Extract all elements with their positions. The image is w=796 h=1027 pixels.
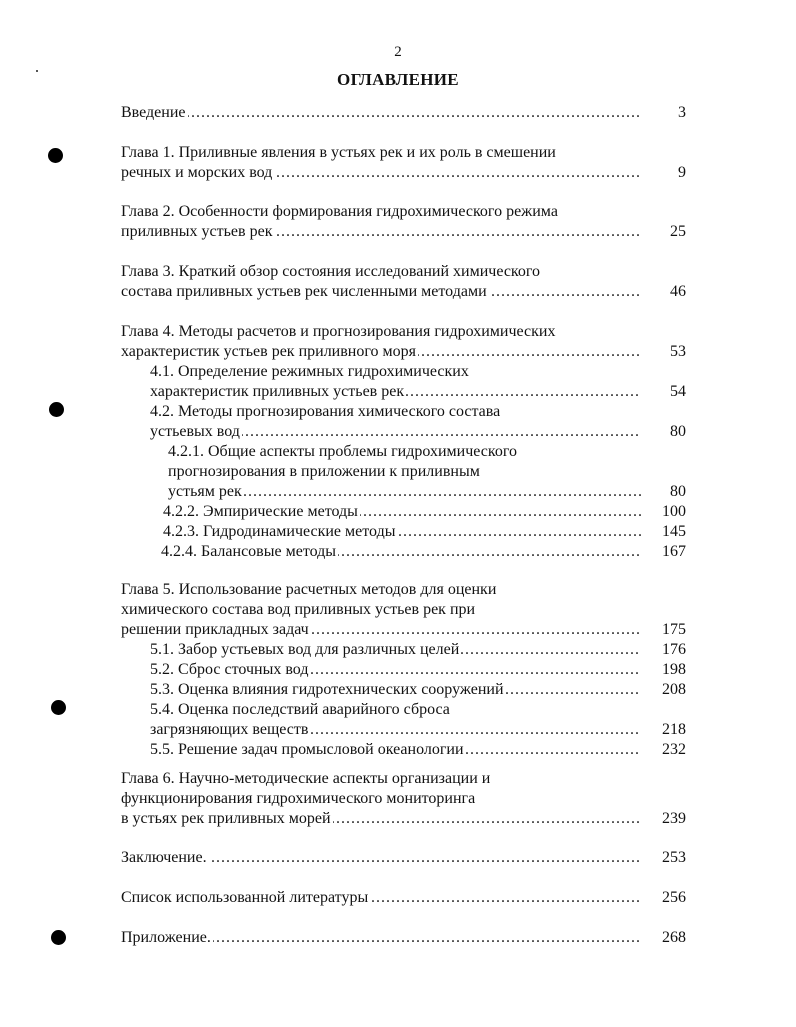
- punch-hole-4: [51, 930, 66, 945]
- toc-entry-section-4-2-3[interactable]: ..... 4.2.3. Гидродинамические методы: [163, 522, 641, 542]
- scan-speck: [36, 70, 38, 72]
- page-ref: 218: [662, 721, 686, 738]
- page-ref: 9: [678, 164, 686, 181]
- toc-entry-section-5-4[interactable]: 5.4. Оценка последствий аварийного сброса: [150, 701, 450, 718]
- page-ref: 80: [670, 423, 686, 440]
- punch-hole-1: [48, 148, 63, 163]
- toc-entry-section-5-5[interactable]: ..... 5.5. Решение задач промысловой океанологии: [150, 740, 641, 760]
- toc-entry-chapter-1[interactable]: Глава 1. Приливные явления в устьях рек и их роль в смешении: [121, 144, 556, 161]
- page-ref: 100: [662, 503, 686, 520]
- toc-entry-chapter-2[interactable]: Глава 2. Особенности формирования гидрохимического режима: [121, 203, 558, 220]
- page-ref: 80: [670, 483, 686, 500]
- page-ref: 198: [662, 661, 686, 678]
- toc-entry-section-4-1[interactable]: 4.1. Определение режимных гидрохимических: [150, 363, 469, 380]
- page-ref: 53: [670, 343, 686, 360]
- page-ref: 54: [670, 383, 686, 400]
- toc-entry-section-4-2-4[interactable]: ..... 4.2.4. Балансовые методы: [161, 542, 641, 562]
- page-ref: 256: [662, 889, 686, 906]
- toc-entry-chapter-2-cont[interactable]: ..... приливных устьев рек: [121, 222, 641, 242]
- page-number: 2: [394, 44, 402, 60]
- toc-entry-chapter-4-cont[interactable]: ..... характеристик устьев рек приливного моря: [121, 342, 641, 362]
- toc-entry-section-4-2-2[interactable]: ..... 4.2.2. Эмпирические методы: [163, 502, 641, 522]
- toc-entry-chapter-3-cont[interactable]: ..... состава приливных устьев рек численными методами: [121, 282, 641, 302]
- toc-entry-section-5-2[interactable]: ..... 5.2. Сброс сточных вод: [150, 660, 641, 680]
- toc-entry-intro[interactable]: ..... Введение: [121, 103, 641, 123]
- toc-entry-section-4-1-cont[interactable]: ..... характеристик приливных устьев рек: [150, 382, 641, 402]
- punch-hole-2: [49, 402, 64, 417]
- toc-entry-section-4-2-cont[interactable]: ..... устьевых вод: [150, 422, 641, 442]
- toc-entry-chapter-5-cont2[interactable]: ..... решении прикладных задач: [121, 620, 641, 640]
- toc-entry-section-4-2-1-cont[interactable]: прогнозирования в приложении к приливным: [168, 463, 480, 480]
- page-ref: 175: [662, 621, 686, 638]
- page-ref: 239: [662, 810, 686, 827]
- page-ref: 208: [662, 681, 686, 698]
- toc-entry-section-5-4-cont[interactable]: ..... загрязняющих веществ: [150, 720, 641, 740]
- toc-entry-section-4-2-1[interactable]: 4.2.1. Общие аспекты проблемы гидрохимического: [168, 443, 518, 460]
- page-ref: 232: [662, 741, 686, 758]
- page-ref: 145: [662, 523, 686, 540]
- page-ref: 25: [670, 223, 686, 240]
- page-ref: 3: [678, 104, 686, 121]
- toc-entry-section-5-1[interactable]: ..... 5.1. Забор устьевых вод для различных целей: [150, 640, 641, 660]
- toc-entry-section-4-2-1-cont2[interactable]: ..... устьям рек: [168, 482, 641, 502]
- toc-entry-appendix[interactable]: ..... Приложение.: [121, 928, 641, 948]
- page-ref: 176: [662, 641, 686, 658]
- toc-entry-chapter-4[interactable]: Глава 4. Методы расчетов и прогнозирования гидрохимических: [121, 323, 556, 340]
- toc-entry-section-5-3[interactable]: ..... 5.3. Оценка влияния гидротехнических сооружений: [150, 680, 641, 700]
- toc-entry-section-4-2[interactable]: 4.2. Методы прогнозирования химического состава: [150, 403, 501, 420]
- page-ref: 268: [662, 929, 686, 946]
- toc-entry-references[interactable]: ..... Список использованной литературы: [121, 888, 641, 908]
- page-ref: 253: [662, 849, 686, 866]
- page-ref: 167: [662, 543, 686, 560]
- toc-entry-chapter-1-cont[interactable]: ..... речных и морских вод: [121, 163, 641, 183]
- punch-hole-3: [51, 700, 66, 715]
- toc-entry-chapter-6[interactable]: Глава 6. Научно-методические аспекты организации и: [121, 770, 491, 787]
- toc-entry-chapter-6-cont2[interactable]: ..... в устьях рек приливных морей: [121, 809, 641, 829]
- toc-entry-chapter-5[interactable]: Глава 5. Использование расчетных методов для оценки: [121, 581, 497, 598]
- toc-entry-chapter-5-cont[interactable]: химического состава вод приливных устьев рек при: [121, 601, 476, 618]
- toc-entry-conclusion[interactable]: ..... Заключение.: [121, 848, 641, 868]
- page-ref: 46: [670, 283, 686, 300]
- toc-title: ОГЛАВЛЕНИЕ: [337, 70, 459, 89]
- toc-entry-chapter-3[interactable]: Глава 3. Краткий обзор состояния исследований химического: [121, 263, 541, 280]
- toc-entry-chapter-6-cont[interactable]: функционирования гидрохимического мониторинга: [121, 790, 476, 807]
